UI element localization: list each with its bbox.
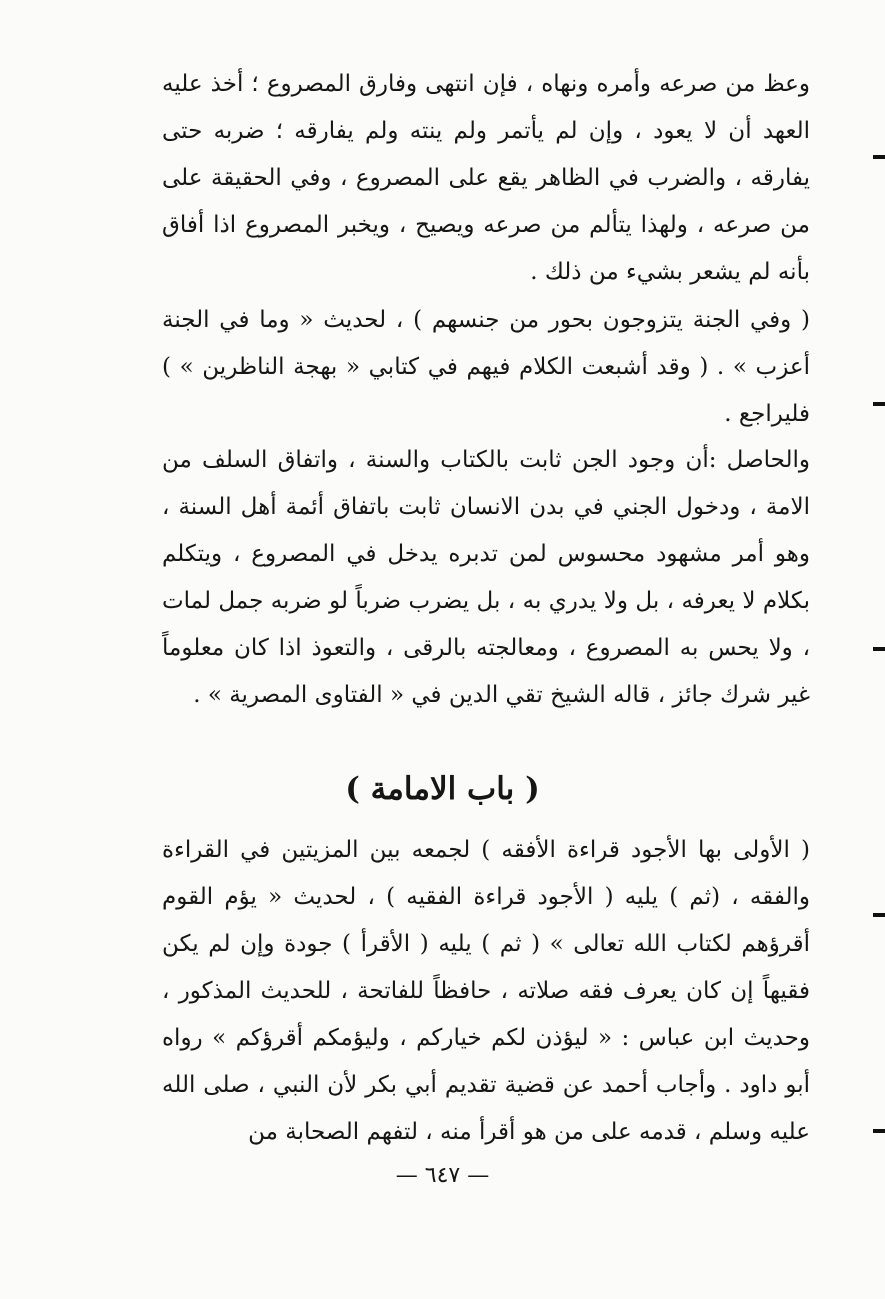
binding-edge-mark (873, 913, 885, 917)
section-heading: ( باب الامامة ) (345, 771, 540, 807)
paragraph-imamate: ( الأولى بها الأجود قراءة الأفقه ) لجمعه بين المزيتين في القراءة والفقه ، (ثم ) يليه ( الأجود قراءة الفقيه ) ، لحديث « يؤم القوم أقرؤهم لكتاب الله تعالى » ( ثم ) يليه ( الأقرأ ) جودة وإن لم يكن فقيهاً إن كان يعرف فقه صلاته ، حافظاً للفاتحة ، للحديث المذكور ، وحديث ابن عباس : « ليؤذن لكم خياركم ، وليؤمكم أقرؤكم » رواه أبو داود . وأجاب أحمد عن قضية تقديم أبي بكر لأن النبي ، صلى الله عليه وسلم ، قدمه على من هو أقرأ منه ، لتفهم الصحابة من (162, 837, 810, 1145)
paragraph-summary: والحاصل :أن وجود الجن ثابت بالكتاب والسنة ، واتفاق السلف من الامة ، ودخول الجني في بدن الانسان ثابت باتفاق أئمة أهل السنة ، وهو أمر مشهود محسوس لمن تدبره يدخل في المصروع ، ويتكلم بكلام لا يعرفه ، بل ولا يدري به ، بل يضرب ضرباً لو ضربه جمل لمات ، ولا يحس به المصروع ، ومعالجته بالرقى ، والتعوذ اذا كان معلوماً غير شرك جائز ، قاله الشيخ تقي الدين في « الفتاوى المصرية » . (162, 447, 810, 708)
page-number: — ٦٤٧ — (395, 1163, 490, 1188)
binding-edge-mark (873, 155, 885, 159)
binding-edge-mark (873, 402, 885, 406)
paragraph-jinn-marriage: ( وفي الجنة يتزوجون بحور من جنسهم ) ، لحديث « وما في الجنة أعزب » . ( وقد أشبعت الكلام فيهم في كتابي « بهجة الناظرين » ) فليراجع . (162, 307, 810, 427)
binding-edge-mark (873, 647, 885, 651)
binding-edge-mark (873, 1129, 885, 1133)
paragraph-epilepsy-treatment: وعظ من صرعه وأمره ونهاه ، فإن انتهى وفارق المصروع ؛ أخذ عليه العهد أن لا يعود ، وإن لم يأتمر ولم ينته ولم يفارقه ؛ ضربه حتى يفارقه ، والضرب في الظاهر يقع على المصروع ، وفي الحقيقة على من صرعه ، ولهذا يتألم من صرعه ويصيح ، ويخبر المصروع اذا أفاق بأنه لم يشعر بشيء من ذلك . (162, 71, 810, 285)
